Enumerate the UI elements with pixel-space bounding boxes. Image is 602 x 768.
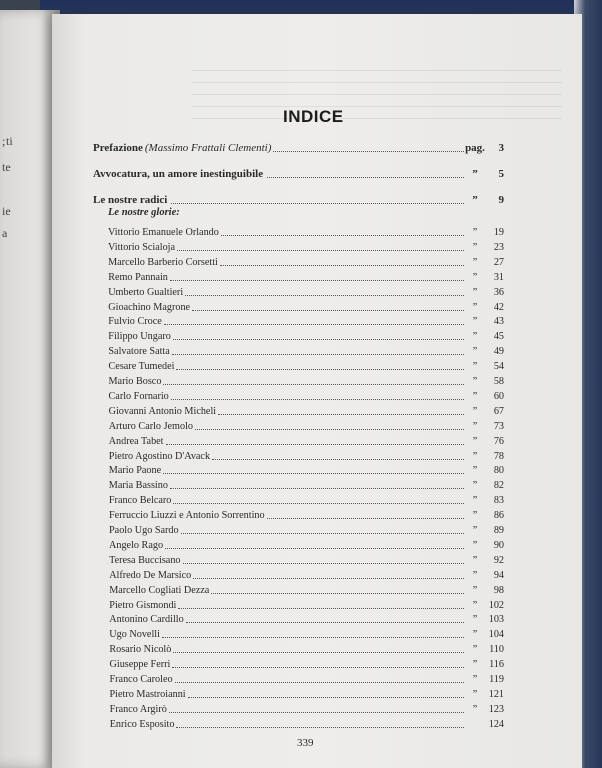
entry-author: (Massimo Frattali Clementi) xyxy=(144,142,272,154)
entry-name: Umberto Gualtieri xyxy=(108,286,184,298)
entry-name: Giuseppe Ferri xyxy=(109,659,171,671)
index-entry xyxy=(109,524,504,537)
entry-page: 31 xyxy=(493,271,504,283)
ditto-mark: ” xyxy=(472,168,478,180)
left-fragment: ti xyxy=(6,134,13,148)
leader-dots xyxy=(170,487,464,489)
leader-dots xyxy=(211,592,464,594)
ditto-mark: ” xyxy=(472,256,478,268)
entry-name: Giovanni Antonio Micheli xyxy=(108,405,217,417)
entry-page: 23 xyxy=(493,241,504,253)
index-entry xyxy=(109,599,504,612)
entry-name: Arturo Carlo Jemolo xyxy=(108,420,194,432)
index-entry xyxy=(108,286,504,299)
leader-dots xyxy=(175,681,464,683)
index-entry xyxy=(110,658,505,671)
index-entry xyxy=(108,301,504,314)
ditto-mark: ” xyxy=(472,435,478,447)
ditto-mark: ” xyxy=(472,629,478,641)
leader-dots xyxy=(178,607,464,609)
index-entry xyxy=(109,420,504,433)
entry-name: Franco Caroleo xyxy=(109,674,173,685)
leader-dots xyxy=(177,249,464,251)
index-entry xyxy=(109,554,504,567)
entry-page: 86 xyxy=(493,510,504,522)
leader-dots xyxy=(165,547,464,549)
index-entry xyxy=(109,405,504,418)
index-entry xyxy=(108,271,504,284)
index-entry xyxy=(109,509,504,522)
index-entry xyxy=(108,241,504,254)
entry-name: Mario Paone xyxy=(108,465,162,477)
leader-dots xyxy=(173,651,464,653)
page-number: 339 xyxy=(297,737,314,749)
entry-page: 110 xyxy=(489,644,504,656)
entry-name: Enrico Esposito xyxy=(109,718,175,730)
leader-dots xyxy=(171,398,464,400)
entry-name: Remo Pannain xyxy=(108,271,168,283)
front-entry xyxy=(93,168,504,181)
entry-name: Franco Argirò xyxy=(109,703,167,715)
ditto-mark: ” xyxy=(472,525,478,536)
leader-dots xyxy=(181,532,464,534)
index-entry xyxy=(108,345,504,358)
entry-name: Salvatore Satta xyxy=(108,346,170,358)
ditto-mark: ” xyxy=(472,227,478,238)
ditto-mark: ” xyxy=(472,194,478,206)
left-fragment: a xyxy=(2,226,8,240)
leader-dots xyxy=(163,383,464,385)
index-entry xyxy=(109,390,505,403)
index-entry xyxy=(110,673,505,686)
index-entry xyxy=(109,479,504,492)
leader-dots xyxy=(163,472,464,474)
index-entry xyxy=(109,643,504,656)
entry-name: Maria Bassino xyxy=(108,480,168,492)
index-entry xyxy=(110,688,505,701)
entry-title: Avvocatura, un amore inestinguibile xyxy=(93,168,264,180)
entry-title: Prefazione xyxy=(93,142,143,154)
index-entry xyxy=(109,360,505,373)
entry-page: 9 xyxy=(498,194,504,206)
entry-page: 58 xyxy=(493,376,504,387)
entry-page: 49 xyxy=(493,346,504,358)
ditto-mark: ” xyxy=(472,510,478,522)
entry-name: Mario Bosco xyxy=(108,376,162,387)
ditto-mark: ” xyxy=(472,539,478,551)
entry-title: Le nostre radici xyxy=(93,194,168,206)
entry-page: 124 xyxy=(488,718,504,730)
ditto-mark: ” xyxy=(472,346,478,358)
index-entry xyxy=(110,718,504,731)
leader-dots xyxy=(193,577,464,579)
entry-name: Fulvio Croce xyxy=(108,316,162,328)
entry-name: Andrea Tabet xyxy=(108,435,164,447)
entry-name: Carlo Fornario xyxy=(108,390,169,402)
index-entry xyxy=(108,226,504,239)
ditto-mark: ” xyxy=(472,361,478,373)
entry-page: 73 xyxy=(493,420,504,432)
index-entry xyxy=(109,628,504,641)
leader-dots xyxy=(176,368,464,370)
entry-page: 123 xyxy=(488,703,504,715)
page-title-text: INDICE xyxy=(283,107,344,126)
leader-dots xyxy=(172,353,464,355)
index-entry xyxy=(108,330,504,343)
left-fragment: ie xyxy=(2,204,11,218)
leader-dots xyxy=(267,176,464,178)
ditto-mark: ” xyxy=(472,554,478,566)
ditto-mark: ” xyxy=(472,376,478,387)
entry-page: 103 xyxy=(488,614,504,626)
leader-dots xyxy=(188,696,464,698)
leader-dots xyxy=(220,264,464,266)
leader-dots xyxy=(218,413,464,415)
entry-page: 60 xyxy=(493,390,504,402)
entry-name: Alfredo De Marsico xyxy=(109,569,192,581)
entry-page: 90 xyxy=(493,539,504,551)
leader-dots xyxy=(195,428,464,430)
leader-dots xyxy=(183,562,464,564)
entry-page: 36 xyxy=(493,286,504,298)
ditto-mark: ” xyxy=(472,390,478,402)
entry-page: 54 xyxy=(493,361,504,373)
entry-page: 27 xyxy=(493,256,504,268)
entry-page: 43 xyxy=(493,316,504,328)
ditto-mark: ” xyxy=(472,569,478,581)
entry-page: 94 xyxy=(493,569,504,581)
ditto-mark: ” xyxy=(472,659,478,671)
ditto-mark: ” xyxy=(472,465,478,477)
index-entry xyxy=(109,584,504,597)
show-through-text xyxy=(192,70,562,130)
entry-page: 3 xyxy=(498,142,504,154)
leader-dots xyxy=(164,323,464,325)
ditto-mark: ” xyxy=(472,316,478,328)
leader-dots xyxy=(171,202,464,204)
front-entry xyxy=(93,194,504,207)
ditto-mark: ” xyxy=(472,241,478,253)
entry-name: Gioachino Magrone xyxy=(108,301,191,313)
ditto-mark: ” xyxy=(472,614,478,626)
entry-name: Pietro Gismondi xyxy=(109,599,177,611)
index-entry xyxy=(108,256,504,269)
entry-name: Franco Belcaro xyxy=(108,495,172,507)
index-entry xyxy=(109,494,504,507)
entry-page: 116 xyxy=(489,659,504,671)
ditto-mark: ” xyxy=(472,480,478,492)
entry-name: Teresa Buccisano xyxy=(109,554,181,566)
leader-dots xyxy=(212,458,464,460)
index-entry xyxy=(109,375,505,388)
section-subhead: Le nostre glorie: xyxy=(108,207,180,218)
index-entry xyxy=(109,569,504,582)
leader-dots xyxy=(169,711,464,713)
index-entry xyxy=(108,315,504,328)
entry-name: Pietro Agostino D'Avack xyxy=(108,450,211,462)
index-entry xyxy=(109,450,504,463)
entry-name: Cesare Tumedei xyxy=(108,361,175,373)
entry-page: 102 xyxy=(488,599,504,611)
ditto-mark: ” xyxy=(472,703,478,715)
ditto-mark: ” xyxy=(472,674,478,685)
left-fragment: ; xyxy=(2,134,6,148)
ditto-mark: ” xyxy=(472,599,478,611)
index-entry xyxy=(109,435,504,448)
leader-dots xyxy=(173,338,464,340)
ditto-mark: ” xyxy=(472,584,478,596)
leader-dots xyxy=(267,517,464,519)
leader-dots xyxy=(176,726,464,728)
entry-name: Angelo Rago xyxy=(109,539,164,551)
entry-name: Vittorio Scialoja xyxy=(108,241,176,253)
entry-name: Ugo Novelli xyxy=(109,629,160,641)
left-fragment: te xyxy=(2,160,11,174)
leader-dots xyxy=(170,279,464,281)
entry-page: 67 xyxy=(493,405,504,417)
entry-name: Vittorio Emanuele Orlando xyxy=(108,227,219,238)
leader-dots xyxy=(162,636,464,638)
ditto-mark: ” xyxy=(472,495,478,507)
leader-dots xyxy=(173,502,464,504)
leader-dots xyxy=(221,234,464,236)
ditto-mark: ” xyxy=(472,644,478,656)
ditto-mark: ” xyxy=(472,286,478,298)
entry-page: 42 xyxy=(493,301,504,313)
entry-page: 80 xyxy=(493,465,504,477)
leader-dots xyxy=(186,621,464,623)
entry-page: 89 xyxy=(493,525,504,536)
leader-dots xyxy=(273,150,464,152)
entry-page: 83 xyxy=(493,495,504,507)
ditto-mark: ” xyxy=(472,301,478,313)
ditto-mark: ” xyxy=(472,450,478,462)
entry-page: 121 xyxy=(488,688,504,700)
entry-page: 82 xyxy=(493,480,504,492)
entry-name: Marcello Barberio Corsetti xyxy=(108,256,218,268)
entry-page: 119 xyxy=(489,674,504,685)
leader-dots xyxy=(172,666,464,668)
entry-name: Rosario Nicolò xyxy=(109,644,172,656)
entry-name: Ferruccio Liuzzi e Antonio Sorrentino xyxy=(109,510,265,522)
index-entry xyxy=(110,703,504,716)
entry-name: Filippo Ungaro xyxy=(108,331,171,343)
ditto-mark: ” xyxy=(472,688,478,700)
leader-dots xyxy=(192,309,464,311)
entry-page: 19 xyxy=(493,227,504,238)
leader-dots xyxy=(166,443,464,445)
entry-name: Paolo Ugo Sardo xyxy=(109,525,179,536)
index-entry xyxy=(109,613,504,626)
ditto-mark: pag. xyxy=(465,142,485,154)
entry-page: 104 xyxy=(488,629,504,641)
entry-page: 5 xyxy=(498,168,504,180)
entry-name: Pietro Mastroianni xyxy=(109,688,186,700)
entry-page: 76 xyxy=(493,435,504,447)
entry-page: 98 xyxy=(493,584,504,596)
entry-page: 92 xyxy=(493,554,504,566)
entry-page: 78 xyxy=(493,450,504,462)
index-entry xyxy=(109,464,504,477)
leader-dots xyxy=(185,294,464,296)
entry-name: Marcello Cogliati Dezza xyxy=(109,584,210,596)
entry-name: Antonino Cardillo xyxy=(109,614,184,626)
entry-page: 45 xyxy=(493,331,504,343)
index-entry xyxy=(109,539,504,552)
front-entry xyxy=(93,142,504,155)
left-page xyxy=(0,10,60,768)
ditto-mark: ” xyxy=(472,405,478,417)
ditto-mark: ” xyxy=(472,331,478,343)
ditto-mark: ” xyxy=(472,271,478,283)
ditto-mark: ” xyxy=(472,420,478,432)
